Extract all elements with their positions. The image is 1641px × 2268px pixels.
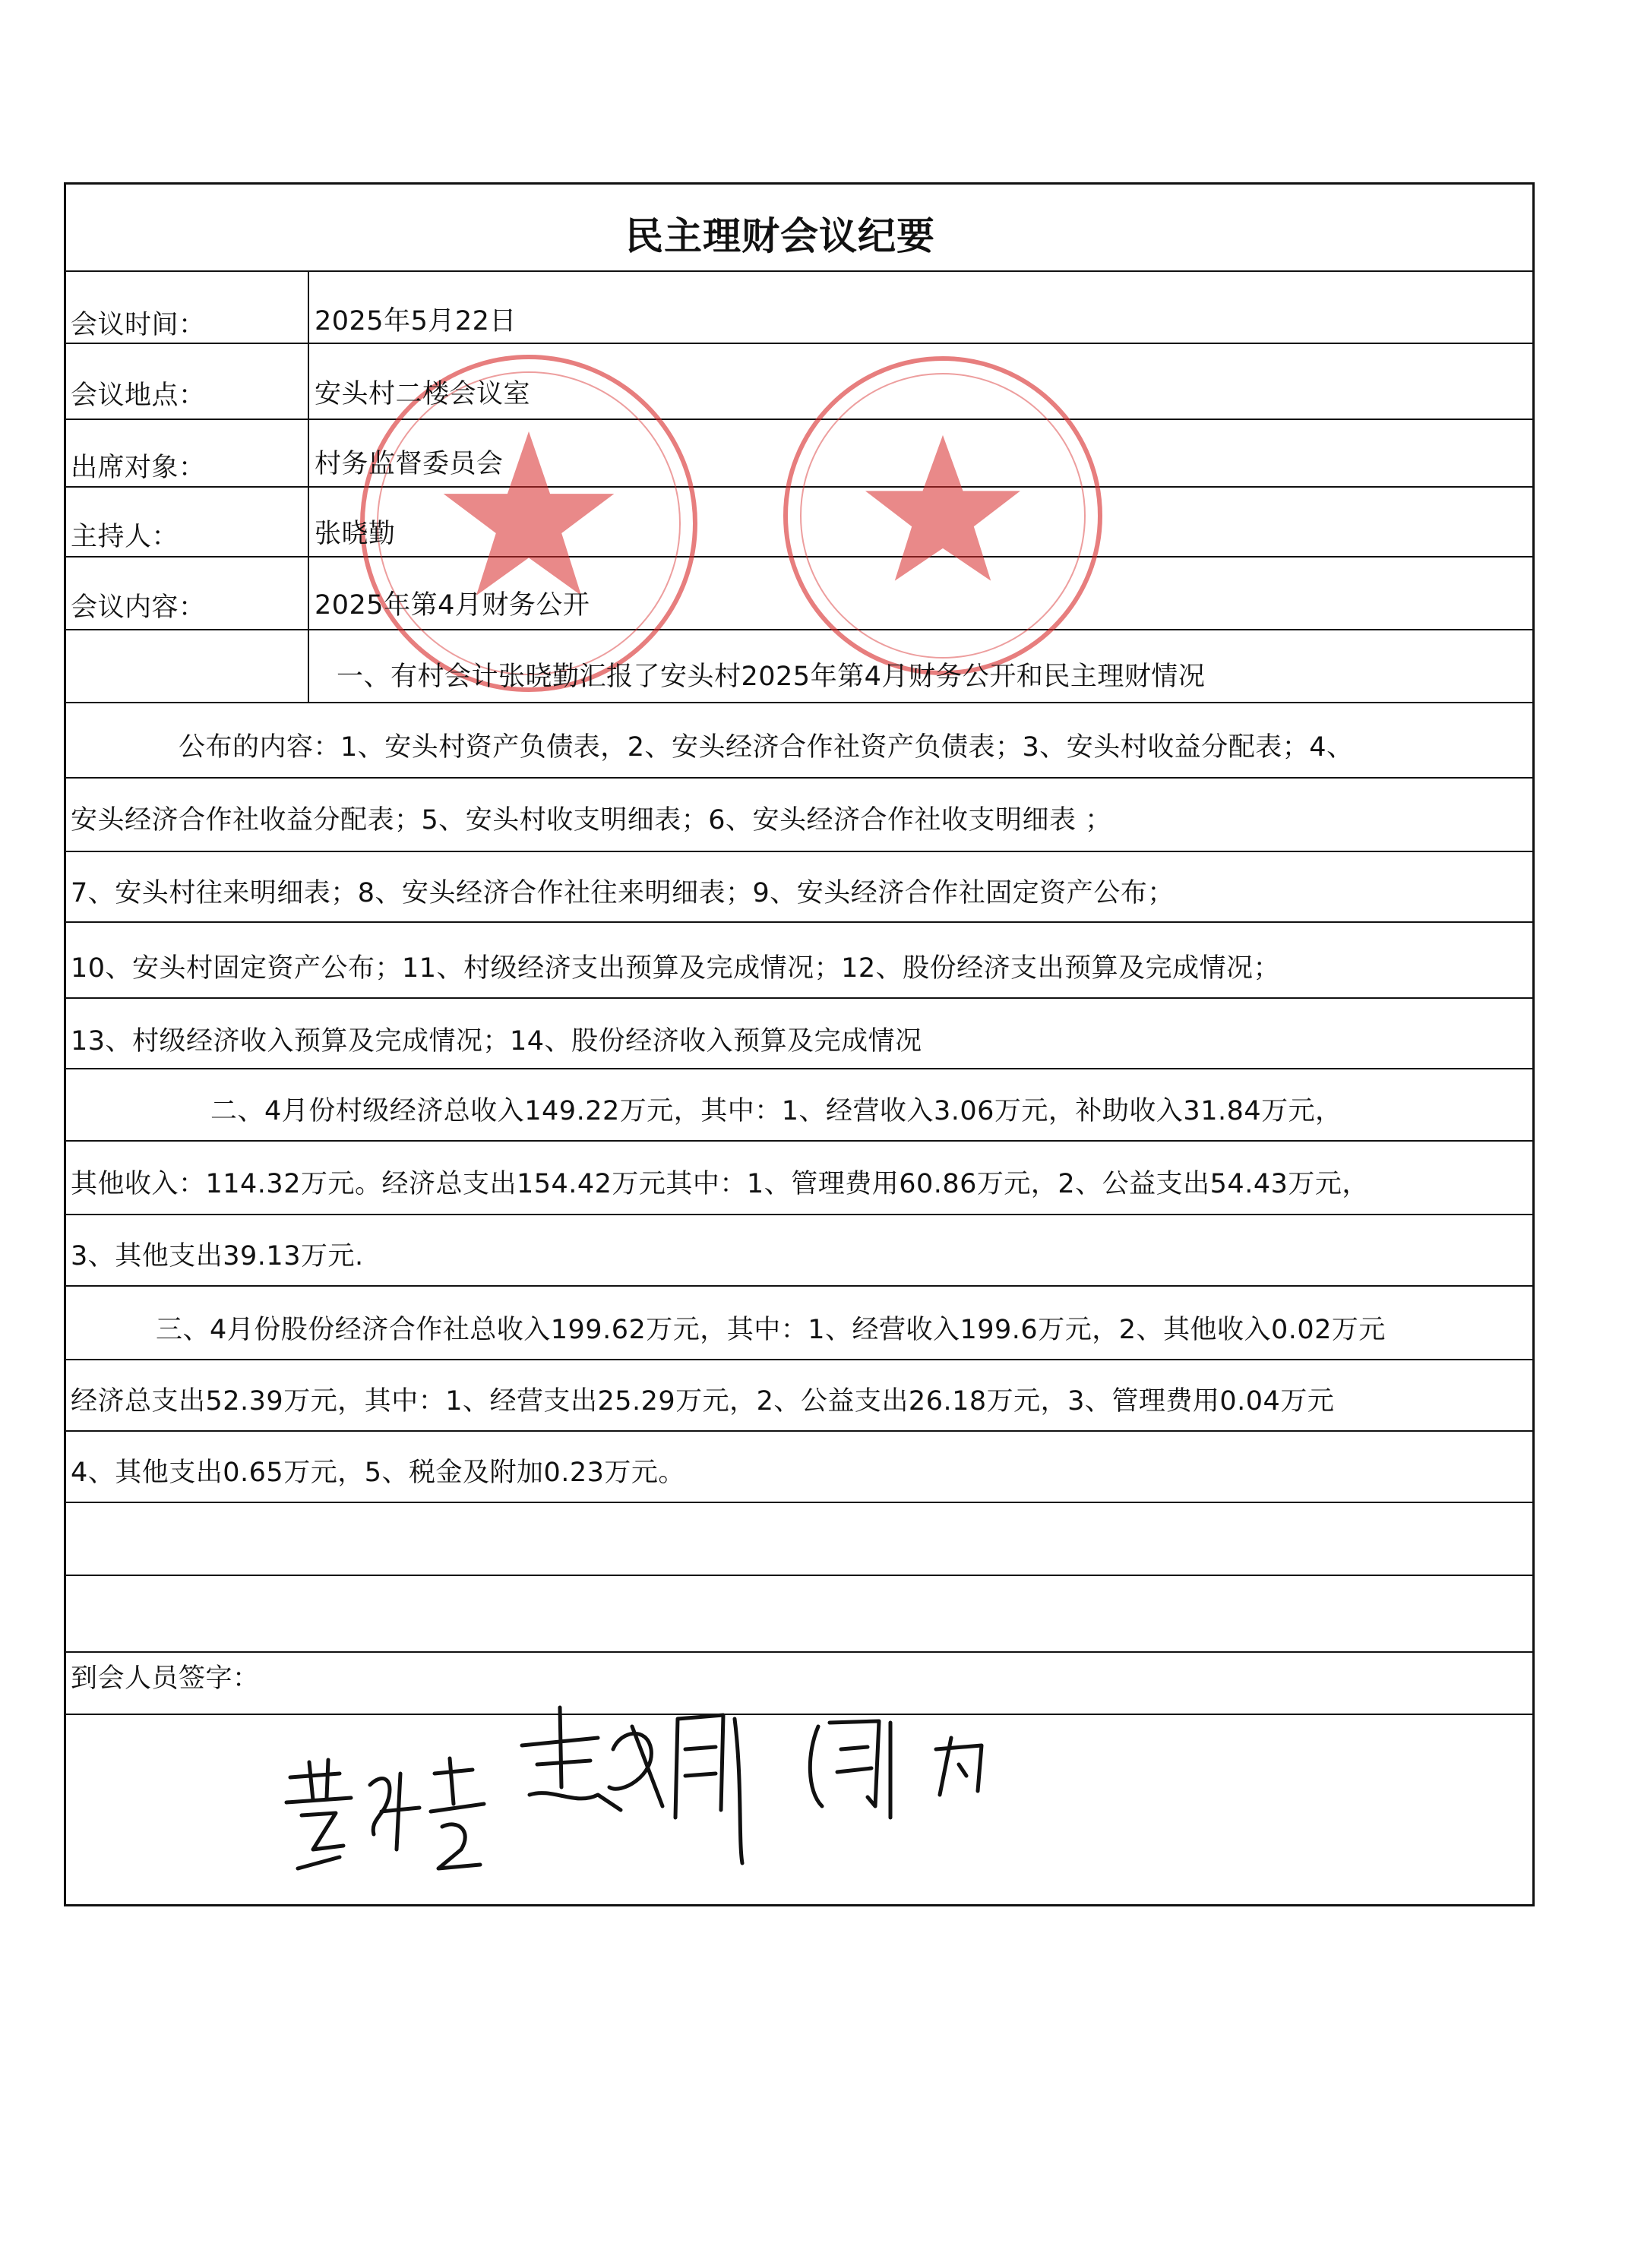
field-label-location: 会议地点： xyxy=(71,381,206,411)
body-line: 公布的内容：1、安头村资产负债表，2、安头经济合作社资产负债表；3、安头村收益分配表；4、 xyxy=(179,732,1354,763)
row-divider xyxy=(66,1651,1532,1653)
field-value-location: 安头村二楼会议室 xyxy=(315,379,531,409)
row-divider xyxy=(66,1285,1532,1287)
body-line: 3、其他支出39.13万元. xyxy=(71,1241,364,1271)
body-line: 4、其他支出0.65万元，5、税金及附加0.23万元。 xyxy=(71,1458,685,1488)
handwritten-signature xyxy=(795,1707,993,1829)
body-line: 经济总支出52.39万元，其中：1、经营支出25.29万元，2、公益支出26.18万元，3、管理费用0.04万元 xyxy=(71,1386,1335,1417)
row-divider xyxy=(66,777,1532,779)
row-divider xyxy=(66,1214,1532,1215)
row-divider xyxy=(66,997,1532,999)
field-label-attendees: 出席对象： xyxy=(71,453,206,483)
document-title: 民主理财会议纪要 xyxy=(625,214,935,258)
body-line: 安头经济合作社收益分配表；5、安头村收支明细表；6、安头经济合作社收支明细表 ； xyxy=(71,805,1112,835)
field-value-host: 张晓勤 xyxy=(315,519,396,549)
row-divider xyxy=(66,702,1532,703)
body-line: 三、4月份股份经济合作社总收入199.62万元，其中：1、经营收入199.6万元，2、其他收入0.02万元 xyxy=(156,1315,1386,1345)
signature-label: 到会人员签字： xyxy=(71,1663,260,1694)
field-value-content: 2025年第4月财务公开 xyxy=(315,590,590,621)
cooperative-seal xyxy=(783,356,1102,675)
body-line: 一、有村会计张晓勤汇报了安头村2025年第4月财务公开和民主理财情况 xyxy=(337,662,1206,692)
body-line: 二、4月份村级经济总收入149.22万元，其中：1、经营收入3.06万元，补助收入31.84万元， xyxy=(210,1096,1342,1126)
field-label-time: 会议时间： xyxy=(71,310,206,340)
row-divider xyxy=(66,1430,1532,1432)
row-divider xyxy=(66,1068,1532,1069)
row-divider xyxy=(66,343,1532,344)
meeting-minutes-form xyxy=(64,182,1535,1906)
row-divider xyxy=(66,1140,1532,1142)
body-line: 其他收入：114.32万元。经济总支出154.42万元其中：1、管理费用60.86万元，2、公益支出54.43万元， xyxy=(71,1169,1369,1199)
field-label-content: 会议内容： xyxy=(71,592,206,623)
row-divider xyxy=(66,1575,1532,1576)
row-divider xyxy=(66,921,1532,923)
row-divider xyxy=(66,1502,1532,1503)
field-value-attendees: 村务监督委员会 xyxy=(315,449,504,479)
body-line: 7、安头村往来明细表；8、安头经济合作社往来明细表；9、安头经济合作社固定资产公布； xyxy=(71,878,1175,908)
handwritten-signature xyxy=(507,1673,757,1871)
column-divider xyxy=(308,270,309,702)
body-line: 13、村级经济收入预算及完成情况；14、股份经济收入预算及完成情况 xyxy=(71,1026,922,1057)
row-divider xyxy=(66,1359,1532,1360)
row-divider xyxy=(66,270,1532,272)
field-value-time: 2025年5月22日 xyxy=(315,306,517,336)
body-line: 10、安头村固定资产公布；11、村级经济支出预算及完成情况；12、股份经济支出预算及完成情况； xyxy=(71,953,1281,984)
row-divider xyxy=(66,851,1532,852)
field-label-host: 主持人： xyxy=(71,522,179,552)
handwritten-signature xyxy=(267,1743,495,1887)
